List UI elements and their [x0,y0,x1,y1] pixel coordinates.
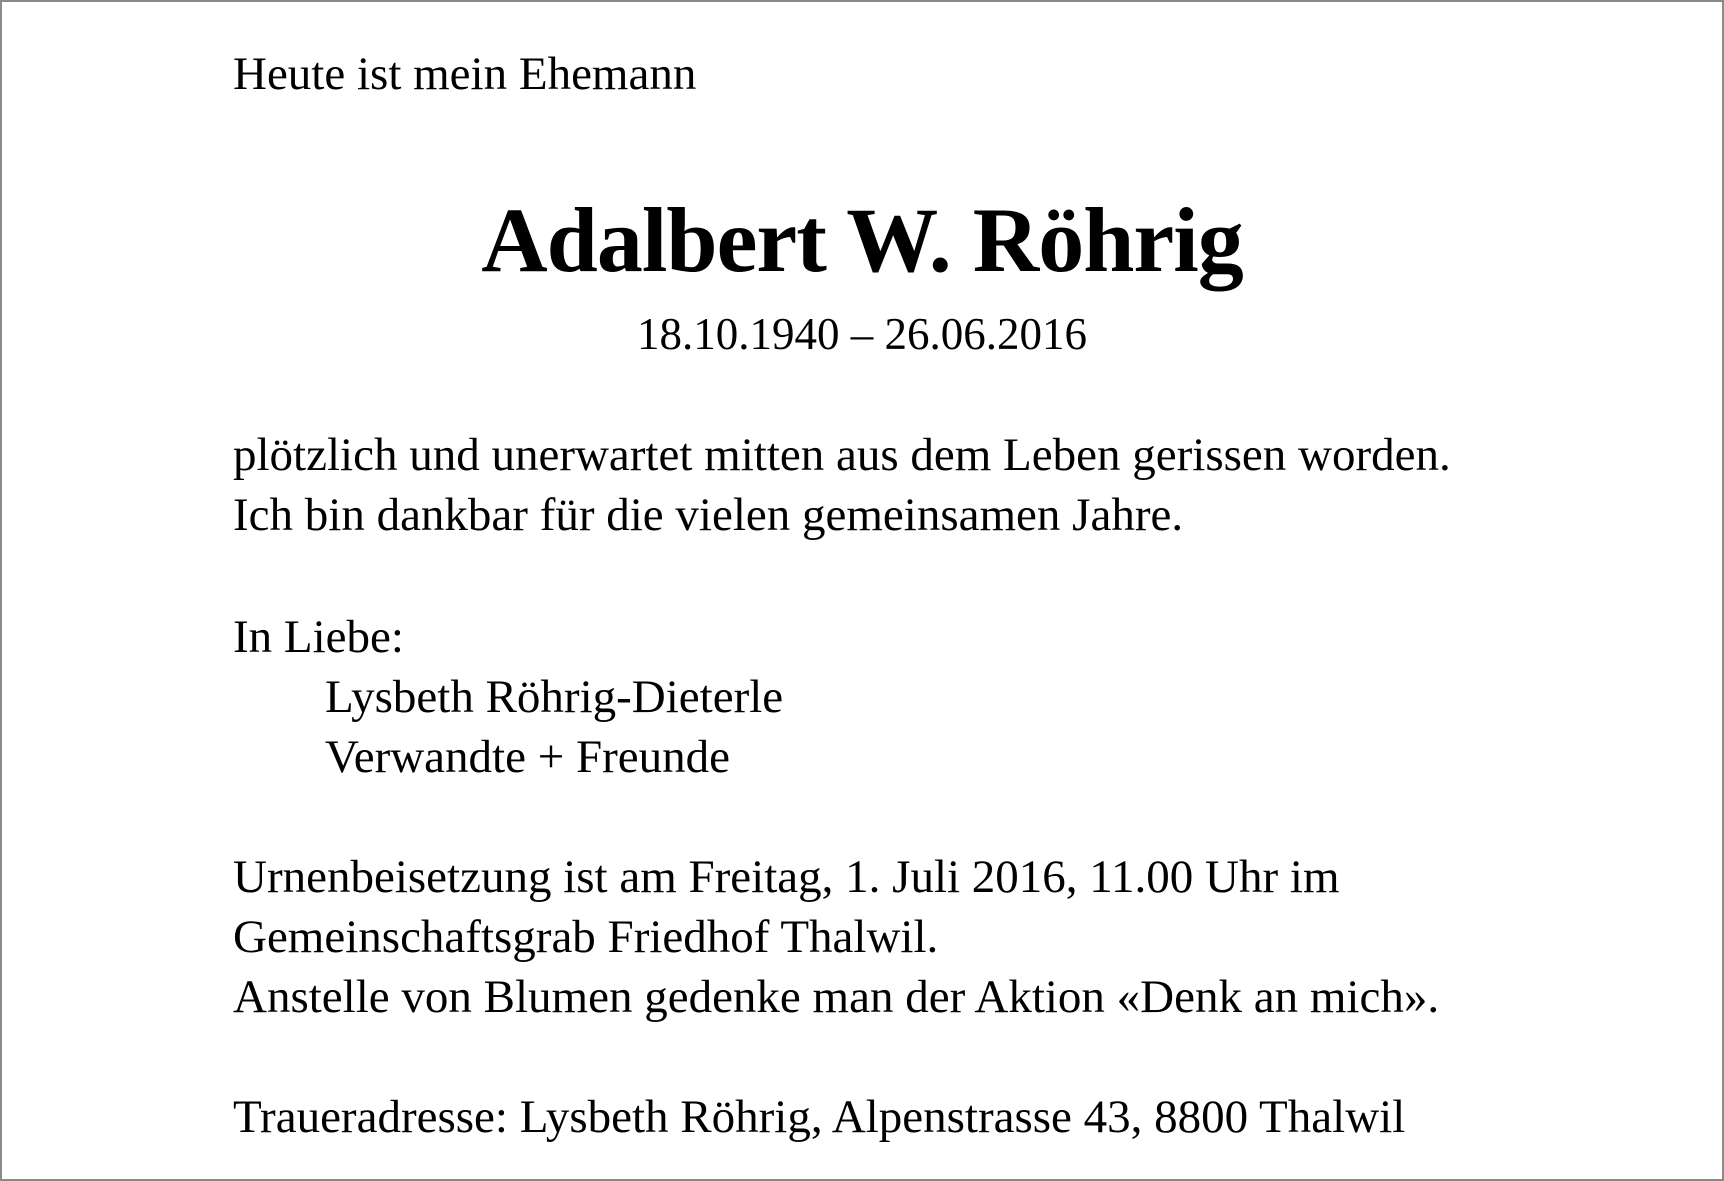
funeral-info-line: Urnenbeisetzung ist am Freitag, 1. Juli 2016, 11.00 Uhr im [233,851,1340,903]
mourners-label: In Liebe: [233,611,404,663]
message-line: Ich bin dankbar für die vielen gemeinsamen Jahre. [233,489,1184,541]
mourning-address: Traueradresse: Lysbeth Röhrig, Alpenstrasse 43, 8800 Thalwil [233,1091,1406,1143]
funeral-info-line: Gemeinschaftsgrab Friedhof Thalwil. [233,911,939,963]
funeral-info-line: Anstelle von Blumen gedenke man der Aktion «Denk an mich». [233,971,1440,1023]
life-dates: 18.10.1940 – 26.06.2016 [637,309,1087,359]
mourner-name: Lysbeth Röhrig-Dieterle [325,671,784,723]
deceased-name: Adalbert W. Röhrig [481,189,1243,291]
mourner-name: Verwandte + Freunde [325,731,730,783]
message-line: plötzlich und unerwartet mitten aus dem Leben gerissen worden. [233,429,1451,481]
intro-text: Heute ist mein Ehemann [233,48,697,100]
